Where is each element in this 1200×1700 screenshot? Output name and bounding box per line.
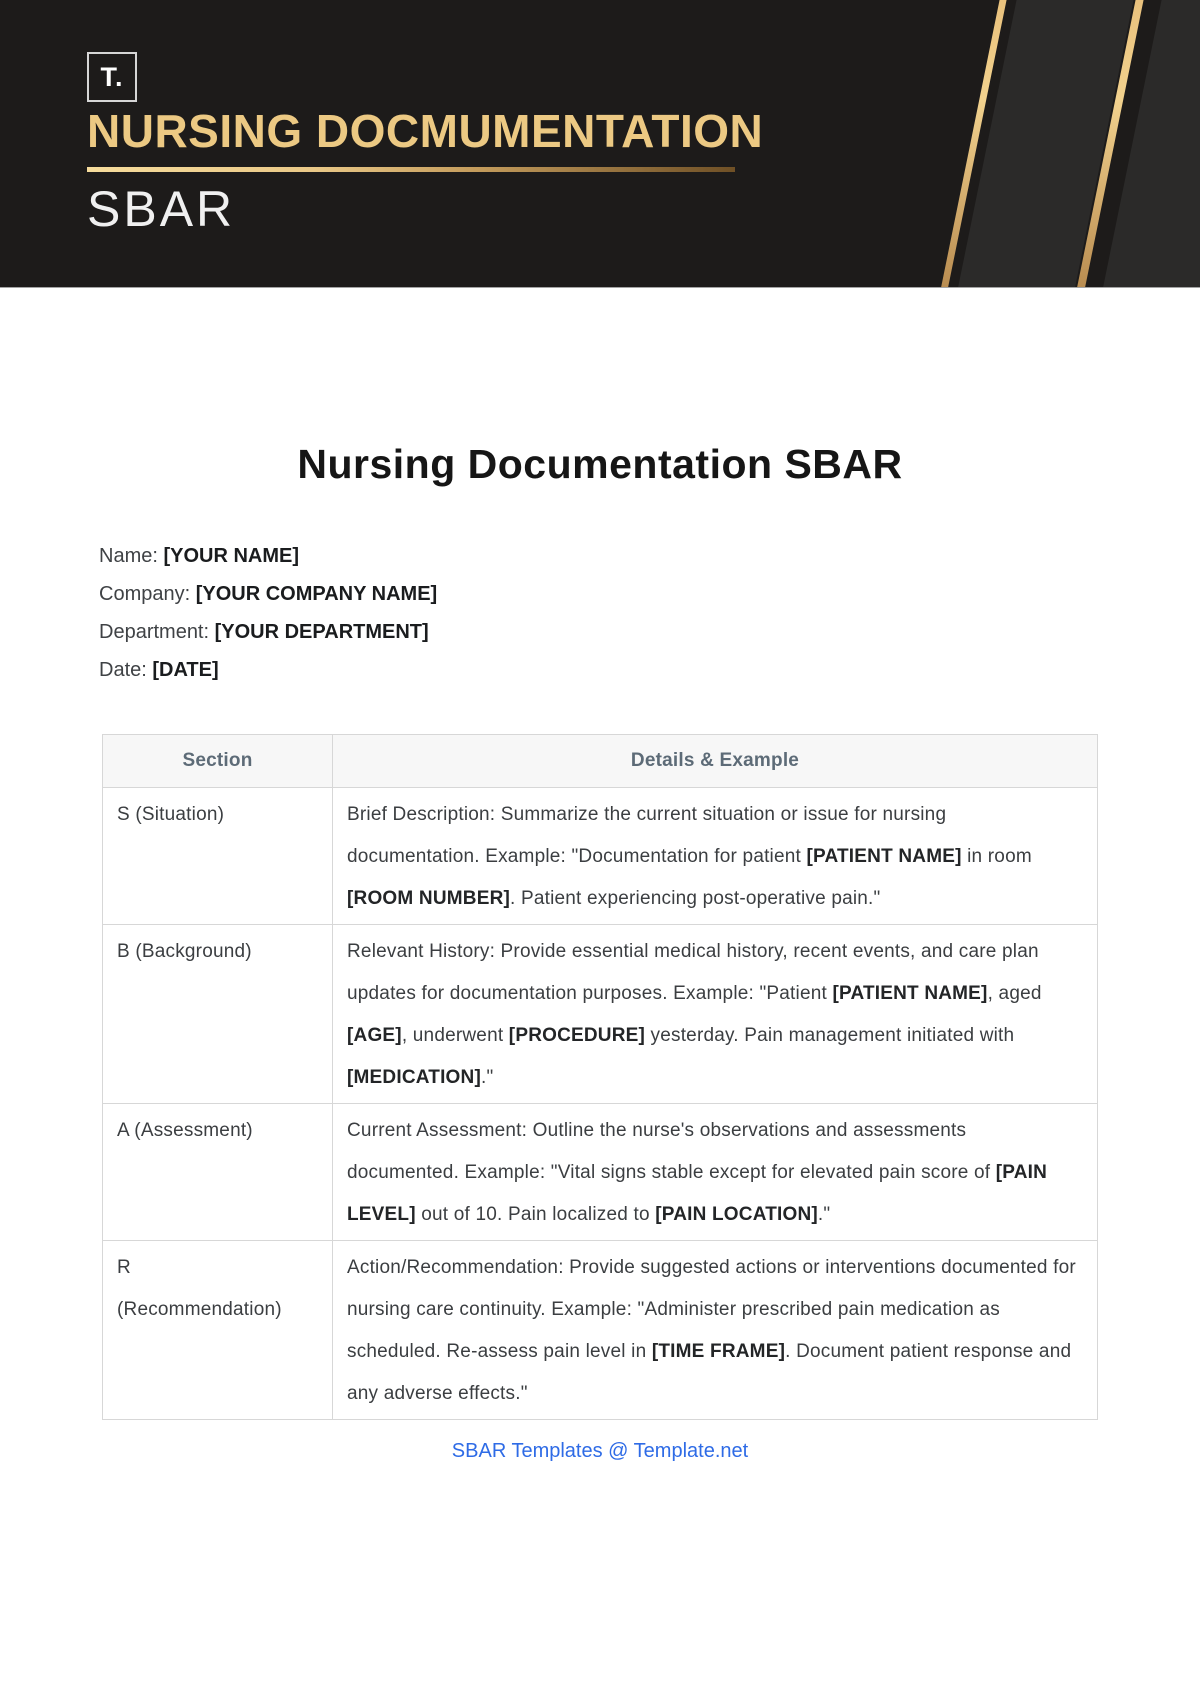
info-value-placeholder: [DATE] (152, 659, 219, 681)
table-row (103, 788, 1098, 925)
table-body (103, 788, 1098, 1420)
details-text: yesterday. Pain management initiated with (645, 1025, 1015, 1046)
info-line (99, 537, 1200, 575)
placeholder-token: [PAIN LOCATION] (655, 1204, 818, 1225)
details-text: ." (817, 1204, 831, 1225)
section-cell: S (Situation) (103, 788, 333, 925)
details-text: Relevant History: Provide essential medical history, recent events, and care plan updates for documentation purposes. Example: "Patient (347, 941, 1039, 1004)
table-row (103, 1104, 1098, 1241)
placeholder-token: [AGE] (347, 1025, 402, 1046)
info-line (99, 575, 1200, 613)
banner (0, 0, 1200, 288)
details-cell (333, 1241, 1098, 1420)
details-cell (333, 925, 1098, 1104)
banner-title: NURSING DOCMUMENTATION (87, 105, 764, 157)
placeholder-token: [PROCEDURE] (508, 1025, 646, 1046)
banner-gold-underline (87, 167, 735, 172)
info-block (99, 537, 1200, 689)
document-body (0, 288, 1200, 1466)
section-cell: B (Background) (103, 925, 333, 1104)
details-text: , underwent (401, 1025, 509, 1046)
details-text: Brief Description: Summarize the current situation or issue for nursing documentation. Example: "Documentation for patient (347, 804, 947, 867)
details-text: ." (480, 1067, 494, 1088)
page-title: Nursing Documentation SBAR (297, 441, 903, 487)
info-label: Date: (99, 659, 153, 681)
footer-template-link[interactable]: SBAR Templates @ Template.net (451, 1440, 749, 1462)
info-label: Department: (99, 621, 215, 643)
placeholder-token: [MEDICATION] (347, 1067, 481, 1088)
template-logo-text: T. (100, 61, 124, 92)
table-header-row (103, 735, 1098, 788)
details-cell (333, 788, 1098, 925)
sbar-table (102, 734, 1098, 1420)
details-text: in room (961, 846, 1032, 867)
placeholder-token: [ROOM NUMBER] (347, 888, 511, 909)
info-label: Name: (99, 545, 164, 567)
column-header-details: Details & Example (333, 735, 1098, 788)
details-text: Action/Recommendation: Provide suggested actions or interventions documented for nursing care continuity. Example: "Administer prescribed pain medication as scheduled. Re-assess pain level in (347, 1257, 1076, 1362)
placeholder-token: [TIME FRAME] (651, 1341, 786, 1362)
info-line (99, 651, 1200, 689)
footer (0, 1436, 1200, 1466)
placeholder-token: [PATIENT NAME] (806, 846, 962, 867)
info-value-placeholder: [YOUR DEPARTMENT] (214, 621, 429, 643)
info-label: Company: (99, 583, 196, 605)
info-value-placeholder: [YOUR COMPANY NAME] (195, 583, 438, 605)
info-line (99, 613, 1200, 651)
section-cell: A (Assessment) (103, 1104, 333, 1241)
placeholder-token: [PAIN LEVEL] (347, 1162, 1048, 1225)
table-row (103, 1241, 1098, 1420)
column-header-section: Section (103, 735, 333, 788)
details-text: out of 10. Pain localized to (415, 1204, 656, 1225)
details-cell (333, 1104, 1098, 1241)
details-text: Current Assessment: Outline the nurse's observations and assessments documented. Example: "Vital signs stable except for elevated pain score of (347, 1120, 996, 1183)
details-text: . Patient experiencing post-operative pain." (510, 888, 881, 909)
details-text: . Document patient response and any adverse effects." (347, 1341, 1072, 1404)
section-cell: R (Recommendation) (103, 1241, 333, 1420)
template-logo (87, 52, 137, 102)
banner-subtitle: SBAR (87, 181, 236, 237)
table-row (103, 925, 1098, 1104)
placeholder-token: [PATIENT NAME] (832, 983, 988, 1004)
info-value-placeholder: [YOUR NAME] (163, 545, 300, 567)
details-text: , aged (987, 983, 1042, 1004)
